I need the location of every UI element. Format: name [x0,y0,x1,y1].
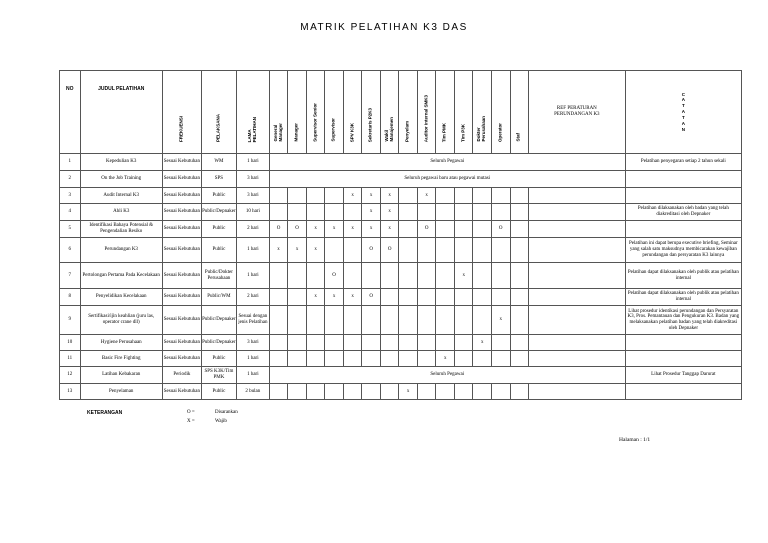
role-mark-cell [306,351,325,367]
role-mark-cell: x [362,188,381,204]
header-role [380,71,399,154]
header-role-label: Auditor Internal SMK3 [423,94,429,142]
organizer-cell: SPS [201,171,236,188]
header-role [343,71,362,154]
header-row [60,71,742,154]
role-mark-cell [380,289,399,306]
role-mark-cell [436,306,455,335]
training-title: Audit Internal K3 [80,188,162,204]
role-mark-cell [269,335,288,351]
role-mark-cell [306,263,325,289]
duration-cell: 3 hari [236,335,269,351]
role-mark-cell [510,263,529,289]
table-row [60,204,742,221]
table-row [60,238,742,263]
role-mark-cell [399,263,418,289]
page-number: Halaman : 1/1 [619,437,651,443]
role-mark-cell [306,335,325,351]
header-role-label: Tim PMK [441,122,447,142]
role-mark-cell: x [436,351,455,367]
role-mark-cell [288,384,307,400]
role-mark-cell [510,221,529,238]
header-role-label: Penyelam [404,120,410,142]
note-cell: Pelatihan dapat dilaksanakan oleh publik atau pelatihan internal [625,263,741,289]
frequency-cell: Sesuai Kebutuhan [162,221,201,238]
matrix-body [60,154,742,400]
duration-cell: Sesuai dengan jenis Pelatihan [236,306,269,335]
role-mark-cell [288,335,307,351]
header-role-label: Operator [497,122,503,142]
header-role [510,71,529,154]
header-role [306,71,325,154]
header-role [473,71,492,154]
ref-cell [529,204,626,221]
header-role [325,71,344,154]
table-row [60,289,742,306]
row-number: 13 [60,384,81,400]
ref-cell [529,306,626,335]
organizer-cell: SPS K3K/Tim PMK [201,367,236,384]
role-mark-cell [269,351,288,367]
organizer-cell: Public/Depnaker [201,204,236,221]
frequency-cell: Sesuai Kebutuhan [162,238,201,263]
row-number: 9 [60,306,81,335]
organizer-cell: Public/Depnaker [201,335,236,351]
table-row [60,306,742,335]
role-mark-cell [288,289,307,306]
role-mark-cell: O [288,221,307,238]
header-catatan [625,71,741,154]
role-mark-cell: O [380,238,399,263]
role-mark-cell: O [325,263,344,289]
role-mark-cell [269,289,288,306]
header-role-label: Sekretaris P2K3 [367,107,373,142]
duration-cell: 10 hari [236,204,269,221]
ref-cell [529,221,626,238]
duration-cell: 2 hari [236,221,269,238]
role-mark-cell [343,351,362,367]
role-mark-cell [491,188,510,204]
role-mark-cell [325,351,344,367]
role-mark-cell [473,351,492,367]
duration-cell: 1 hari [236,367,269,384]
role-mark-cell [399,204,418,221]
ref-cell [529,289,626,306]
role-mark-cell: x [362,221,381,238]
row-number: 11 [60,351,81,367]
role-mark-cell: x [325,289,344,306]
role-mark-cell [454,384,473,400]
role-mark-cell [510,335,529,351]
role-mark-cell [343,238,362,263]
role-mark-cell [306,306,325,335]
role-mark-cell [325,188,344,204]
role-mark-cell [380,351,399,367]
table-row [60,171,742,188]
note-cell: Lihat Prosedur Tanggap Darurat [625,367,741,384]
header-role-label: Supervisor Senior [312,103,318,142]
header-role-label: Wakil Manajemen [383,117,394,142]
header-role-label: Dokter Perusahaan [476,116,487,142]
role-mark-cell [417,238,436,263]
role-mark-cell [380,306,399,335]
role-mark-cell [436,384,455,400]
role-mark-cell [399,351,418,367]
table-row [60,335,742,351]
role-mark-cell [417,384,436,400]
legend-text: Disarankan [215,410,238,415]
role-mark-cell: x [380,204,399,221]
ref-cell [529,335,626,351]
role-mark-cell [510,289,529,306]
role-mark-cell [510,188,529,204]
note-cell: Pelatihan penyegaran setiap 2 tahun sekali [625,154,741,171]
role-mark-cell: x [417,188,436,204]
note-cell [625,335,741,351]
role-mark-cell [454,351,473,367]
row-number: 10 [60,335,81,351]
role-mark-cell [417,306,436,335]
role-mark-cell: x [306,221,325,238]
role-mark-cell [436,221,455,238]
note-cell: Pelatihan ini dapat berupa executive briefing, Seminar yang salah satu maksudnya membicarakan kewajiban perundangan dan persyaratan K3 lainnya [625,238,741,263]
ref-cell [529,384,626,400]
header-lama [236,71,269,154]
role-mark-cell [269,263,288,289]
role-mark-cell [399,188,418,204]
role-mark-cell [473,204,492,221]
role-mark-cell: x [306,289,325,306]
role-mark-cell [417,335,436,351]
participants-span-cell: Seluruh Pegawai [269,154,625,171]
table-row [60,367,742,384]
header-role-label: Supervisor [330,118,336,142]
role-mark-cell [269,306,288,335]
frequency-cell: Sesuai Kebutuhan [162,188,201,204]
frequency-cell: Sesuai Kebutuhan [162,351,201,367]
role-mark-cell [473,306,492,335]
role-mark-cell [510,238,529,263]
row-number: 5 [60,221,81,238]
table-row [60,263,742,289]
role-mark-cell [269,384,288,400]
role-mark-cell [380,263,399,289]
table-row [60,384,742,400]
header-frekuensi [162,71,201,154]
role-mark-cell [510,204,529,221]
duration-cell: 3 hari [236,188,269,204]
role-mark-cell [510,384,529,400]
role-mark-cell [454,306,473,335]
role-mark-cell [343,306,362,335]
role-mark-cell [491,204,510,221]
role-mark-cell [362,335,381,351]
training-title: Basic Fire Fighting [80,351,162,367]
duration-cell: 2 hari [236,289,269,306]
header-role-label: General Manager [272,123,283,142]
header-pelaksana [201,71,236,154]
frequency-cell: Sesuai Kebutuhan [162,171,201,188]
role-mark-cell [491,238,510,263]
role-mark-cell [380,335,399,351]
role-mark-cell [399,238,418,263]
role-mark-cell [399,221,418,238]
role-mark-cell [343,204,362,221]
header-role [362,71,381,154]
role-mark-cell [399,335,418,351]
header-no: NO [60,71,81,154]
header-role [269,71,288,154]
role-mark-cell [325,384,344,400]
role-mark-cell [436,335,455,351]
header-catatan-label: C A T A T A N [681,91,685,132]
training-matrix-table [59,70,742,400]
role-mark-cell [454,238,473,263]
ref-cell [529,263,626,289]
role-mark-cell: x [269,238,288,263]
role-mark-cell [510,351,529,367]
role-mark-cell [491,384,510,400]
training-title: Identifikasi Bahaya Potensial & Pengendalian Resiko [80,221,162,238]
role-mark-cell [417,289,436,306]
role-mark-cell [306,188,325,204]
header-pelaksana-label: PELAKSANA [215,113,221,142]
role-mark-cell [288,263,307,289]
training-title: Ahli K3 [80,204,162,221]
frequency-cell: Sesuai Kebutuhan [162,335,201,351]
role-mark-cell: O [491,221,510,238]
row-number: 3 [60,188,81,204]
duration-cell: 3 hari [236,171,269,188]
table-row [60,154,742,171]
role-mark-cell [269,188,288,204]
role-mark-cell [454,188,473,204]
role-mark-cell [343,335,362,351]
duration-cell: 1 hari [236,238,269,263]
legend-symbol: X = [187,419,195,424]
row-number: 8 [60,289,81,306]
training-title: Hygiene Perusahaan [80,335,162,351]
role-mark-cell: x [380,188,399,204]
row-number: 4 [60,204,81,221]
participants-span-cell: Seluruh Pegawai [269,367,625,384]
role-mark-cell: x [288,238,307,263]
header-role-label: Staf [515,133,521,142]
role-mark-cell: x [399,384,418,400]
note-cell: Lihat prosedur identikasi perundangan dan Persyaratan K3, Pros. Pemantauan dan Pengukuran K3. Badan yang melaksanakan pelatihan badan yang telah diakreditasi oleh Depnaker [625,306,741,335]
duration-cell: 1 hari [236,351,269,367]
ref-cell [529,238,626,263]
role-mark-cell [454,221,473,238]
duration-cell: 2 bulan [236,384,269,400]
role-mark-cell [473,238,492,263]
role-mark-cell [288,306,307,335]
role-mark-cell [436,238,455,263]
role-mark-cell [325,238,344,263]
role-mark-cell: x [362,204,381,221]
header-role-label: SPV K3K [349,122,355,142]
frequency-cell: Periodik [162,367,201,384]
role-mark-cell [417,351,436,367]
legend-text: Wajib [215,419,227,424]
role-mark-cell: x [306,238,325,263]
role-mark-cell: O [269,221,288,238]
role-mark-cell [491,351,510,367]
training-title: Pertolongan Pertama Pada Kecelakaan [80,263,162,289]
role-mark-cell: x [325,221,344,238]
role-mark-cell [288,351,307,367]
organizer-cell: Public [201,221,236,238]
header-role [491,71,510,154]
frequency-cell: Sesuai Kebutuhan [162,289,201,306]
organizer-cell: Public [201,188,236,204]
organizer-cell: Public [201,351,236,367]
role-mark-cell [510,306,529,335]
role-mark-cell [343,263,362,289]
header-role [288,71,307,154]
organizer-cell: WM [201,154,236,171]
role-mark-cell: x [343,188,362,204]
frequency-cell: Sesuai Kebutuhan [162,154,201,171]
role-mark-cell [436,204,455,221]
role-mark-cell: x [343,221,362,238]
frequency-cell: Sesuai Kebutuhan [162,306,201,335]
role-mark-cell: O [362,289,381,306]
role-mark-cell: x [491,306,510,335]
note-cell: Pelatihan dapat dilaksanakan oleh publik atau pelatihan internal [625,289,741,306]
row-number: 6 [60,238,81,263]
role-mark-cell [473,289,492,306]
training-title: Penyelidikan Kecelakaan [80,289,162,306]
role-mark-cell [473,384,492,400]
role-mark-cell [288,204,307,221]
note-cell [625,171,741,188]
training-title: Penyelaman [80,384,162,400]
row-number: 12 [60,367,81,384]
role-mark-cell [380,384,399,400]
role-mark-cell [491,335,510,351]
frequency-cell: Sesuai Kebutuhan [162,204,201,221]
duration-cell: 1 hari [236,154,269,171]
ref-cell [529,188,626,204]
row-number: 1 [60,154,81,171]
role-mark-cell [306,384,325,400]
role-mark-cell [436,263,455,289]
role-mark-cell [325,204,344,221]
table-row [60,351,742,367]
organizer-cell: Public/WM [201,289,236,306]
row-number: 7 [60,263,81,289]
role-mark-cell [399,289,418,306]
duration-cell: 1 hari [236,263,269,289]
role-mark-cell: x [473,335,492,351]
role-mark-cell [473,263,492,289]
page-title: MATRIK PELATIHAN K3 DAS [300,22,468,33]
role-mark-cell [417,204,436,221]
role-mark-cell [325,335,344,351]
role-mark-cell [362,351,381,367]
role-mark-cell [454,335,473,351]
note-cell [625,221,741,238]
header-role [436,71,455,154]
header-lama-label: LAMA PELATIHAN [246,116,257,142]
header-role-label: Manager [293,123,299,142]
role-mark-cell [288,188,307,204]
organizer-cell: Public/Depnaker [201,306,236,335]
row-number: 2 [60,171,81,188]
role-mark-cell: O [417,221,436,238]
header-role-label: Tim P3K [460,124,466,142]
role-mark-cell [362,384,381,400]
role-mark-cell [491,289,510,306]
role-mark-cell: x [454,263,473,289]
role-mark-cell [436,188,455,204]
frequency-cell: Sesuai Kebutuhan [162,384,201,400]
table-row [60,221,742,238]
note-cell [625,384,741,400]
note-cell: Pelatihan dilaksanakan oleh badan yang telah diakreditasi oleh Depnaker [625,204,741,221]
header-role [454,71,473,154]
role-mark-cell [454,204,473,221]
header-role [399,71,418,154]
keterangan-label: KETERANGAN [87,410,123,416]
training-title: On the Job Training [80,171,162,188]
note-cell [625,351,741,367]
header-ref [529,71,626,154]
header-frekuensi-label: FREKUENSI [178,115,184,142]
frequency-cell: Sesuai Kebutuhan [162,263,201,289]
participants-span-cell: Seluruh pegawai baru atau pegawai mutasi [269,171,625,188]
organizer-cell: Public [201,384,236,400]
role-mark-cell [473,221,492,238]
role-mark-cell [343,384,362,400]
role-mark-cell [269,204,288,221]
role-mark-cell: x [380,221,399,238]
training-title: Kepedulian K3 [80,154,162,171]
table-row [60,188,742,204]
role-mark-cell [306,204,325,221]
role-mark-cell: O [362,238,381,263]
role-mark-cell [473,188,492,204]
header-judul: JUDUL PELATIHAN [80,71,162,154]
role-mark-cell [454,289,473,306]
organizer-cell: Public [201,238,236,263]
role-mark-cell [399,306,418,335]
training-title: Latihan Kebakaran [80,367,162,384]
role-mark-cell [362,263,381,289]
role-mark-cell [417,263,436,289]
role-mark-cell [436,289,455,306]
role-mark-cell [491,263,510,289]
ref-cell [529,351,626,367]
note-cell [625,188,741,204]
header-role [417,71,436,154]
header-ref-label: REF PERATURAN PERUNDANGAN K3 [554,106,600,117]
training-title: Sertifikasi/ijin keahlian (juru las, operator crane dll) [80,306,162,335]
organizer-cell: Public/Dokter Perusahaan [201,263,236,289]
training-title: Perundangan K3 [80,238,162,263]
role-mark-cell [325,306,344,335]
role-mark-cell [362,306,381,335]
role-mark-cell: x [343,289,362,306]
legend-symbol: O = [187,410,195,415]
